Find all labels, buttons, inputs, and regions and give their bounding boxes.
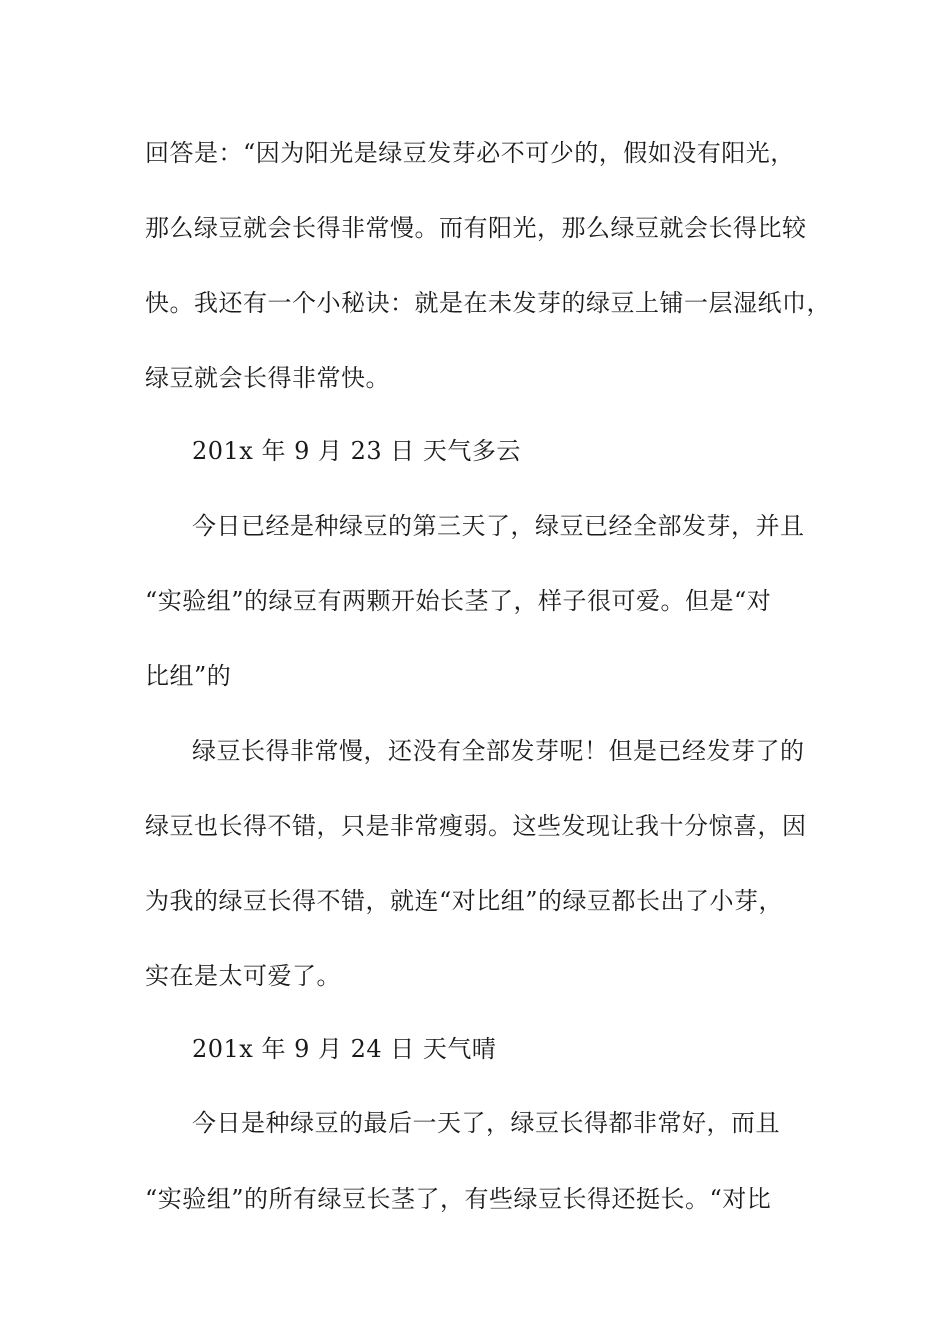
text-line: 绿豆就会长得非常快。: [145, 364, 390, 392]
text-line: “实验组”的所有绿豆长茎了，有些绿豆长得还挺长。“对比: [145, 1185, 772, 1213]
text-line: 那么绿豆就会长得非常慢。而有阳光，那么绿豆就会长得比较: [145, 214, 807, 242]
text-line: “实验组”的绿豆有两颗开始长茎了，样子很可爱。但是“对: [145, 587, 772, 615]
paragraph-first-line: 今日是种绿豆的最后一天了，绿豆长得都非常好，而且: [192, 1109, 780, 1137]
paragraph-first-line: 绿豆长得非常慢，还没有全部发芽呢！但是已经发芽了的: [192, 737, 805, 765]
text-line: 为我的绿豆长得不错，就连“对比组”的绿豆都长出了小芽，: [145, 887, 784, 915]
text-line: 回答是：“因为阳光是绿豆发芽必不可少的，假如没有阳光，: [145, 139, 795, 167]
text-line: 实在是太可爱了。: [145, 962, 341, 990]
text-line: 绿豆也长得不错，只是非常瘦弱。这些发现让我十分惊喜，因: [145, 812, 807, 840]
diary-date-heading: 201x 年 9 月 24 日 天气晴: [192, 1035, 497, 1063]
paragraph-first-line: 今日已经是种绿豆的第三天了，绿豆已经全部发芽，并且: [192, 512, 805, 540]
text-line: 比组”的: [145, 662, 232, 690]
text-line: 快。我还有一个小秘诀：就是在未发芽的绿豆上铺一层湿纸巾，: [145, 289, 831, 317]
diary-date-heading: 201x 年 9 月 23 日 天气多云: [192, 437, 521, 465]
